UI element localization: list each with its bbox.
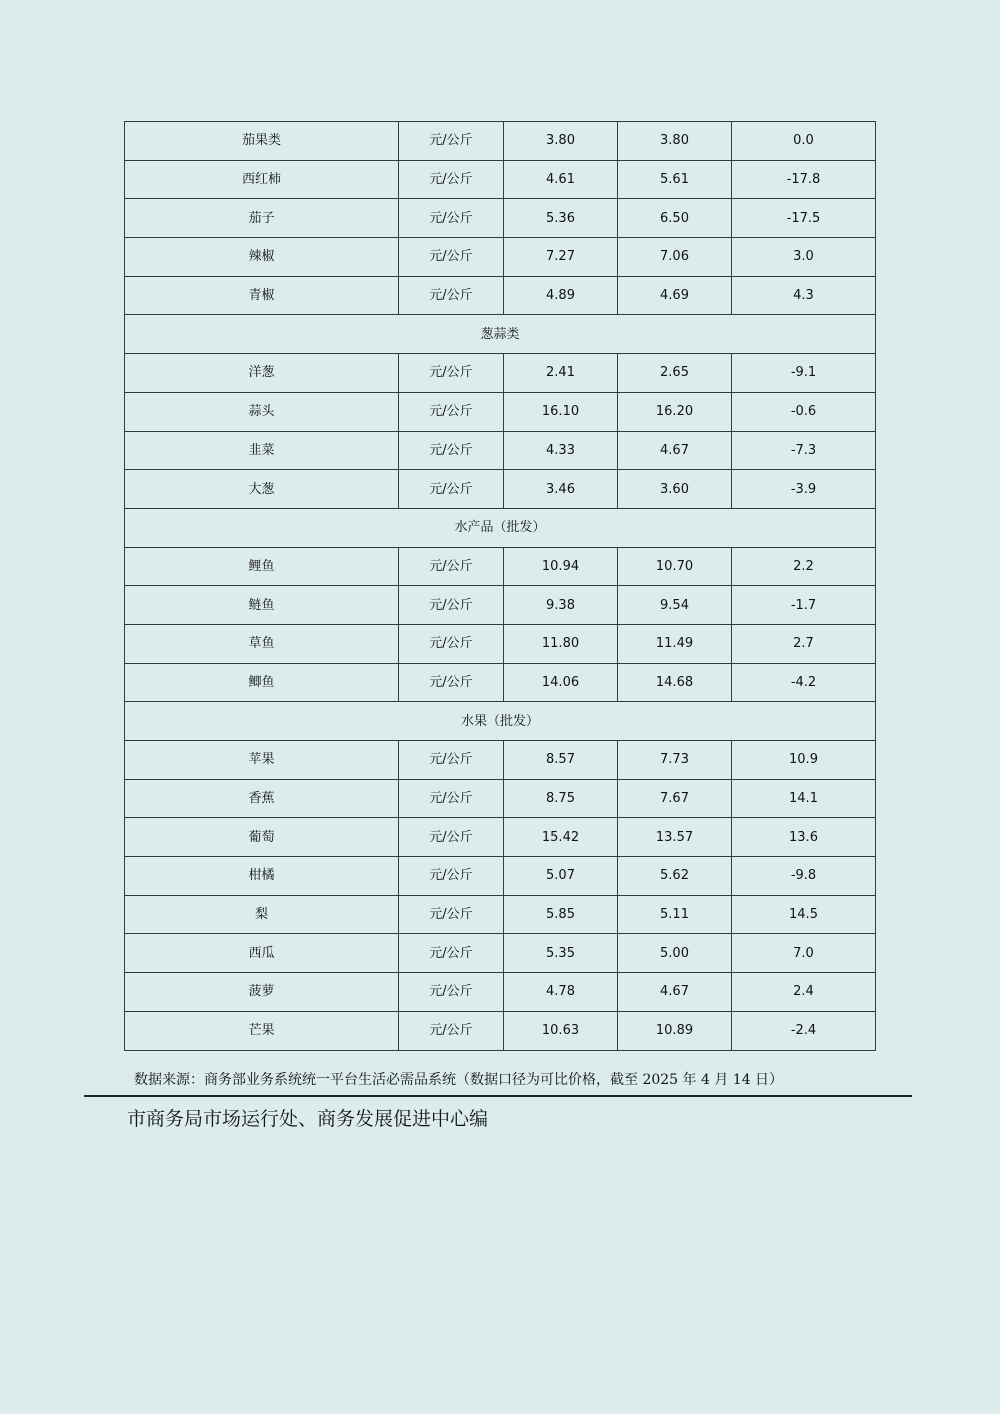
previous-price-cell: 10.70: [618, 547, 732, 586]
change-percent-cell: -17.8: [732, 160, 876, 199]
product-name-cell: 洋葱: [125, 354, 399, 393]
product-name-cell: 大葱: [125, 470, 399, 509]
current-price-cell: 3.80: [504, 122, 618, 161]
table-row: [125, 354, 876, 393]
unit-cell: 元/公斤: [399, 199, 504, 238]
table-row: [125, 624, 876, 663]
product-name-cell: 辣椒: [125, 238, 399, 277]
current-price-cell: 14.06: [504, 663, 618, 702]
change-percent-cell: 13.6: [732, 818, 876, 857]
table-row: [125, 741, 876, 780]
category-header-row: [125, 508, 876, 547]
product-name-cell: 茄子: [125, 199, 399, 238]
table-row: [125, 818, 876, 857]
previous-price-cell: 13.57: [618, 818, 732, 857]
change-percent-cell: 2.7: [732, 624, 876, 663]
current-price-cell: 5.35: [504, 934, 618, 973]
unit-cell: 元/公斤: [399, 1011, 504, 1050]
table-row: [125, 199, 876, 238]
change-percent-cell: -2.4: [732, 1011, 876, 1050]
table-row: [125, 122, 876, 161]
category-header: 水产品（批发）: [125, 508, 876, 547]
table-row: [125, 431, 876, 470]
product-name-cell: 芒果: [125, 1011, 399, 1050]
previous-price-cell: 4.67: [618, 973, 732, 1012]
unit-cell: 元/公斤: [399, 779, 504, 818]
current-price-cell: 11.80: [504, 624, 618, 663]
table-row: [125, 238, 876, 277]
current-price-cell: 9.38: [504, 586, 618, 625]
table-row: [125, 973, 876, 1012]
table-row: [125, 586, 876, 625]
unit-cell: 元/公斤: [399, 122, 504, 161]
current-price-cell: 15.42: [504, 818, 618, 857]
previous-price-cell: 5.11: [618, 895, 732, 934]
previous-price-cell: 7.06: [618, 238, 732, 277]
previous-price-cell: 4.69: [618, 276, 732, 315]
product-name-cell: 鲢鱼: [125, 586, 399, 625]
table-row: [125, 779, 876, 818]
product-name-cell: 鲤鱼: [125, 547, 399, 586]
category-header: 水果（批发）: [125, 702, 876, 741]
previous-price-cell: 5.62: [618, 857, 732, 896]
change-percent-cell: 7.0: [732, 934, 876, 973]
category-header-row: [125, 702, 876, 741]
unit-cell: 元/公斤: [399, 276, 504, 315]
current-price-cell: 10.94: [504, 547, 618, 586]
current-price-cell: 5.85: [504, 895, 618, 934]
product-name-cell: 柑橘: [125, 857, 399, 896]
current-price-cell: 2.41: [504, 354, 618, 393]
table-row: [125, 276, 876, 315]
unit-cell: 元/公斤: [399, 431, 504, 470]
product-name-cell: 蒜头: [125, 392, 399, 431]
previous-price-cell: 6.50: [618, 199, 732, 238]
change-percent-cell: 14.1: [732, 779, 876, 818]
current-price-cell: 5.36: [504, 199, 618, 238]
unit-cell: 元/公斤: [399, 741, 504, 780]
unit-cell: 元/公斤: [399, 586, 504, 625]
previous-price-cell: 3.60: [618, 470, 732, 509]
product-name-cell: 梨: [125, 895, 399, 934]
change-percent-cell: 10.9: [732, 741, 876, 780]
change-percent-cell: 14.5: [732, 895, 876, 934]
unit-cell: 元/公斤: [399, 624, 504, 663]
product-name-cell: 香蕉: [125, 779, 399, 818]
table-row: [125, 895, 876, 934]
product-name-cell: 葡萄: [125, 818, 399, 857]
unit-cell: 元/公斤: [399, 547, 504, 586]
table-row: [125, 470, 876, 509]
current-price-cell: 16.10: [504, 392, 618, 431]
product-name-cell: 青椒: [125, 276, 399, 315]
unit-cell: 元/公斤: [399, 392, 504, 431]
unit-cell: 元/公斤: [399, 238, 504, 277]
previous-price-cell: 9.54: [618, 586, 732, 625]
unit-cell: 元/公斤: [399, 818, 504, 857]
previous-price-cell: 5.61: [618, 160, 732, 199]
current-price-cell: 8.57: [504, 741, 618, 780]
footer-divider: [84, 1095, 912, 1097]
current-price-cell: 8.75: [504, 779, 618, 818]
previous-price-cell: 2.65: [618, 354, 732, 393]
change-percent-cell: -4.2: [732, 663, 876, 702]
data-source-note: 数据来源：商务部业务系统统一平台生活必需品系统（数据口径为可比价格，截至 2025 年 4 月 14 日）: [134, 1072, 784, 1088]
table-row: [125, 392, 876, 431]
previous-price-cell: 3.80: [618, 122, 732, 161]
change-percent-cell: -3.9: [732, 470, 876, 509]
table-row: [125, 663, 876, 702]
current-price-cell: 5.07: [504, 857, 618, 896]
table-row: [125, 547, 876, 586]
change-percent-cell: 2.4: [732, 973, 876, 1012]
price-table: [124, 121, 876, 1051]
product-name-cell: 茄果类: [125, 122, 399, 161]
category-header-row: [125, 315, 876, 354]
previous-price-cell: 10.89: [618, 1011, 732, 1050]
current-price-cell: 3.46: [504, 470, 618, 509]
product-name-cell: 西红柿: [125, 160, 399, 199]
current-price-cell: 4.89: [504, 276, 618, 315]
current-price-cell: 7.27: [504, 238, 618, 277]
unit-cell: 元/公斤: [399, 857, 504, 896]
previous-price-cell: 5.00: [618, 934, 732, 973]
change-percent-cell: -0.6: [732, 392, 876, 431]
table-row: [125, 1011, 876, 1050]
unit-cell: 元/公斤: [399, 934, 504, 973]
table-row: [125, 857, 876, 896]
change-percent-cell: -9.8: [732, 857, 876, 896]
table-row: [125, 160, 876, 199]
unit-cell: 元/公斤: [399, 160, 504, 199]
table-row: [125, 934, 876, 973]
change-percent-cell: -17.5: [732, 199, 876, 238]
category-header: 葱蒜类: [125, 315, 876, 354]
previous-price-cell: 11.49: [618, 624, 732, 663]
previous-price-cell: 16.20: [618, 392, 732, 431]
previous-price-cell: 4.67: [618, 431, 732, 470]
product-name-cell: 苹果: [125, 741, 399, 780]
price-table-body: [125, 122, 876, 1051]
previous-price-cell: 14.68: [618, 663, 732, 702]
product-name-cell: 西瓜: [125, 934, 399, 973]
product-name-cell: 鲫鱼: [125, 663, 399, 702]
unit-cell: 元/公斤: [399, 895, 504, 934]
unit-cell: 元/公斤: [399, 973, 504, 1012]
unit-cell: 元/公斤: [399, 354, 504, 393]
product-name-cell: 草鱼: [125, 624, 399, 663]
current-price-cell: 4.33: [504, 431, 618, 470]
unit-cell: 元/公斤: [399, 470, 504, 509]
change-percent-cell: 3.0: [732, 238, 876, 277]
editor-note: 市商务局市场运行处、商务发展促进中心编: [127, 1108, 489, 1130]
change-percent-cell: -7.3: [732, 431, 876, 470]
change-percent-cell: -9.1: [732, 354, 876, 393]
previous-price-cell: 7.67: [618, 779, 732, 818]
current-price-cell: 4.78: [504, 973, 618, 1012]
previous-price-cell: 7.73: [618, 741, 732, 780]
product-name-cell: 韭菜: [125, 431, 399, 470]
change-percent-cell: 2.2: [732, 547, 876, 586]
change-percent-cell: 4.3: [732, 276, 876, 315]
change-percent-cell: 0.0: [732, 122, 876, 161]
unit-cell: 元/公斤: [399, 663, 504, 702]
current-price-cell: 4.61: [504, 160, 618, 199]
product-name-cell: 菠萝: [125, 973, 399, 1012]
change-percent-cell: -1.7: [732, 586, 876, 625]
current-price-cell: 10.63: [504, 1011, 618, 1050]
